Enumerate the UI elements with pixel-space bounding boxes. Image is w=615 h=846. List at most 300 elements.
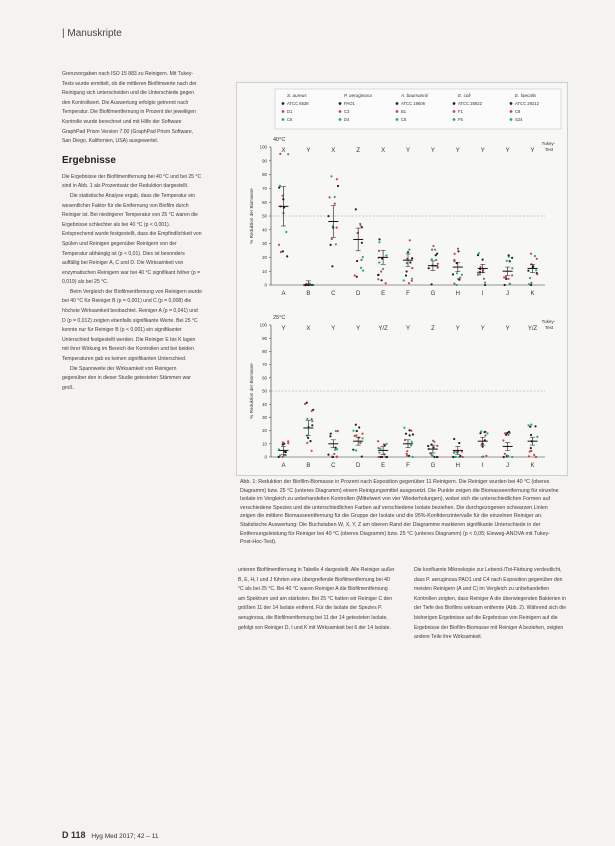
data-point bbox=[385, 282, 387, 284]
data-point bbox=[535, 269, 537, 271]
tukey-letter: X bbox=[331, 148, 336, 154]
legend-marker bbox=[339, 110, 342, 113]
data-point bbox=[462, 456, 464, 458]
data-point bbox=[306, 435, 308, 437]
legend-isolate: C3 bbox=[344, 109, 350, 114]
data-point bbox=[482, 446, 484, 448]
body-paragraph: Grenzvorgaben nach ISO 15 883 zu Reinigern. Mit Tukey-Tests wurde ermittelt, ob die mittleren Biofilmwerte nach der Reinigung sich unterscheiden und die Unterschiede gegen den Kontrollwert. Die Auswertung erfolgte getrennt nach Temperatur. Die Biofilmentfernung in Prozent der jeweiligen Kontrolle wurde berechnet und mit Hilfe der Software GraphPad Prism Version 7.00 (GraphPad Prism Software, San Diego, Kalifornien, USA) ausgewertet. bbox=[62, 71, 197, 145]
data-point bbox=[285, 451, 287, 453]
data-point bbox=[361, 226, 363, 228]
y-tick-label: 40 bbox=[262, 227, 267, 233]
data-point bbox=[355, 424, 357, 426]
x-tick-label: A bbox=[281, 291, 286, 297]
data-point bbox=[278, 244, 280, 246]
legend-isolate: F1 bbox=[458, 109, 463, 114]
y-tick-label: 10 bbox=[262, 441, 267, 447]
y-tick-label: 50 bbox=[262, 213, 267, 219]
legend-species: A. baumannii bbox=[401, 93, 428, 98]
y-tick-label: 70 bbox=[262, 362, 267, 368]
figure-caption: Abb. 1: Reduktion der Biofilm-Biomasse in Prozent nach Exposition gegenüber 11 Reinigern. Die Reiniger wurden bei 40 °C (oberes Diagramm) bzw. 25 °C (unteres Diagramm) einem Reinigungsmittel ausgesetzt. Die Punkte zeigen die Biomasseentfernung für einzelne Isolate im Vergleich zu unbehandelten Kontrollen (Mittelwert von vier Wiederholungen), wobei sich die unterschiedlichen Formen auf verschiedene Spezies und die unterschiedlichen Farben auf verschiedene Isolate beziehen. Die durchgezogenen schwarzen Linien zeigen die mittlere Biomasseentfernung für die Gruppe der Isolate und die 95%-Konfidenzintervalle für die einzelnen Reiniger an. Statistische Auswertung: Die Buchstaben W, X, Y, Z am oberen Rand der Diagramme markieren signifikante Unterschiede in der Entfernungsleistung für Reiniger bei 40 °C (oberes Diagramm) bzw. 25 °C (unteres Diagramm) (p < 0,05; Einweg-ANOVA mit Tukey-Post-Hoc-Test). bbox=[240, 479, 559, 546]
data-point bbox=[431, 283, 433, 285]
data-point bbox=[385, 254, 387, 256]
data-point bbox=[336, 178, 338, 180]
legend-marker bbox=[510, 102, 513, 105]
data-point bbox=[381, 279, 383, 281]
y-tick-label: 30 bbox=[262, 241, 267, 247]
page-number: D 118 bbox=[62, 830, 86, 840]
data-point bbox=[534, 425, 536, 427]
data-point bbox=[530, 424, 532, 426]
data-point bbox=[334, 196, 336, 198]
data-point bbox=[378, 250, 380, 252]
data-point bbox=[434, 249, 436, 251]
data-point bbox=[408, 282, 410, 284]
data-point bbox=[362, 437, 364, 439]
legend-marker bbox=[339, 102, 342, 105]
data-point bbox=[279, 185, 281, 187]
data-point bbox=[334, 203, 336, 205]
data-point bbox=[411, 278, 413, 280]
data-point bbox=[433, 456, 435, 458]
data-point bbox=[484, 434, 486, 436]
legend-marker bbox=[453, 102, 456, 105]
data-point bbox=[386, 443, 388, 445]
legend-marker bbox=[510, 118, 513, 121]
data-point bbox=[360, 259, 362, 261]
data-point bbox=[282, 441, 284, 443]
x-tick-label: K bbox=[530, 463, 535, 469]
data-point bbox=[409, 434, 411, 436]
legend-marker bbox=[396, 102, 399, 105]
data-point bbox=[336, 227, 338, 229]
data-point bbox=[378, 261, 380, 263]
x-tick-label: A bbox=[281, 463, 286, 469]
data-point bbox=[361, 242, 363, 244]
data-point bbox=[458, 279, 460, 281]
data-point bbox=[380, 270, 382, 272]
species-legend bbox=[275, 89, 561, 129]
data-point bbox=[530, 253, 532, 255]
x-tick-label: H bbox=[455, 291, 460, 297]
y-tick-label: 50 bbox=[262, 388, 267, 394]
data-point bbox=[378, 241, 380, 243]
legend-isolate: ATCC 19606 bbox=[401, 101, 425, 106]
data-point bbox=[406, 454, 408, 456]
y-tick-label: 20 bbox=[262, 255, 267, 260]
data-point bbox=[282, 444, 284, 446]
x-tick-label: J bbox=[506, 291, 510, 297]
data-point bbox=[507, 434, 509, 436]
data-point bbox=[403, 279, 405, 281]
data-point bbox=[334, 449, 336, 451]
data-point bbox=[412, 433, 414, 435]
legend-species: P. aeruginosa bbox=[344, 93, 372, 98]
data-point bbox=[359, 223, 361, 225]
legend-isolate: S24 bbox=[515, 117, 523, 122]
data-point bbox=[329, 435, 331, 437]
data-point bbox=[360, 267, 362, 269]
data-point bbox=[335, 430, 337, 432]
data-point bbox=[377, 456, 379, 458]
data-point bbox=[481, 456, 483, 458]
tukey-letter: Y/Z bbox=[378, 326, 388, 332]
data-point bbox=[377, 278, 379, 280]
data-point bbox=[452, 273, 454, 275]
page-footer bbox=[62, 830, 158, 840]
x-tick-label: J bbox=[506, 463, 510, 469]
y-tick-label: 60 bbox=[262, 375, 267, 381]
data-point bbox=[436, 456, 438, 458]
data-point bbox=[307, 437, 309, 439]
data-point bbox=[508, 254, 510, 256]
legend-isolate: B1 bbox=[401, 109, 407, 114]
tukey-word: Tukey- bbox=[541, 141, 556, 146]
tukey-letter: Y bbox=[505, 326, 510, 332]
y-tick-label: 0 bbox=[264, 454, 267, 460]
data-point bbox=[306, 418, 308, 420]
data-point bbox=[504, 453, 506, 455]
data-point bbox=[311, 450, 313, 452]
data-point bbox=[459, 455, 461, 457]
x-tick-label: I bbox=[481, 291, 484, 297]
tukey-word: Test bbox=[544, 325, 554, 330]
data-point bbox=[529, 450, 531, 452]
data-point bbox=[336, 456, 338, 458]
x-tick-label: E bbox=[381, 291, 386, 297]
data-point bbox=[477, 254, 479, 256]
data-point bbox=[407, 251, 409, 253]
x-tick-label: G bbox=[430, 463, 436, 469]
journal-ref: Hyg Med 2017; 42 – 11 bbox=[91, 833, 159, 840]
data-point bbox=[459, 277, 461, 279]
data-point bbox=[309, 283, 311, 285]
data-point bbox=[530, 284, 532, 286]
x-tick-label: F bbox=[406, 291, 410, 297]
data-point bbox=[358, 426, 360, 428]
data-point bbox=[330, 244, 332, 246]
data-point bbox=[359, 442, 361, 444]
data-point bbox=[508, 431, 510, 433]
data-point bbox=[528, 455, 530, 457]
data-point bbox=[484, 282, 486, 284]
data-point bbox=[381, 456, 383, 458]
data-point bbox=[437, 263, 439, 265]
data-point bbox=[355, 449, 357, 451]
legend-species: S. aureus bbox=[287, 93, 307, 98]
data-point bbox=[453, 283, 455, 285]
data-point bbox=[478, 252, 480, 254]
data-point bbox=[511, 456, 513, 458]
tukey-letter: Z bbox=[431, 326, 435, 332]
data-point bbox=[428, 267, 430, 269]
chart-top-panel bbox=[249, 137, 556, 297]
data-point bbox=[330, 175, 332, 177]
y-tick-label: 90 bbox=[262, 335, 267, 341]
figure-chart bbox=[237, 83, 567, 475]
x-tick-label: D bbox=[356, 291, 361, 297]
data-point bbox=[361, 433, 363, 435]
data-point bbox=[457, 248, 459, 250]
y-tick-label: 100 bbox=[259, 322, 267, 328]
section-header: | Manuskripte bbox=[62, 28, 122, 39]
data-point bbox=[280, 251, 282, 253]
x-tick-label: I bbox=[481, 463, 484, 469]
legend-species: E. coli bbox=[458, 93, 471, 98]
data-point bbox=[336, 448, 338, 450]
y-tick-label: 20 bbox=[262, 428, 267, 434]
tukey-letter: Y bbox=[455, 326, 460, 332]
section-title: Ergebnisse bbox=[62, 154, 116, 166]
data-point bbox=[354, 274, 356, 276]
column-right bbox=[414, 566, 570, 643]
top-temp-label: 40°C bbox=[273, 137, 286, 143]
data-point bbox=[377, 447, 379, 449]
data-point bbox=[279, 153, 281, 155]
data-point bbox=[461, 274, 463, 276]
data-point bbox=[479, 266, 481, 268]
data-point bbox=[362, 256, 364, 258]
data-point bbox=[486, 432, 488, 434]
y-tick-label: 10 bbox=[262, 268, 267, 274]
data-point bbox=[304, 403, 306, 405]
legend-isolate: ATCC 25922 bbox=[458, 101, 482, 106]
data-point bbox=[536, 436, 538, 438]
data-point bbox=[431, 258, 433, 260]
legend-marker bbox=[396, 110, 399, 113]
body-paragraph: Die Ergebnisse der Biofilmentfernung bei 40 °C und bei 25 °C sind in Abb. 1 als Prozentsatz der Reduktion dargestellt. bbox=[62, 173, 202, 190]
x-tick-label: E bbox=[381, 463, 386, 469]
data-point bbox=[484, 284, 486, 286]
data-point bbox=[536, 273, 538, 275]
legend-isolate: ATCC 29212 bbox=[515, 101, 539, 106]
y-tick-label: 80 bbox=[262, 172, 267, 178]
data-point bbox=[527, 270, 529, 272]
tukey-letter: Y bbox=[405, 326, 411, 332]
data-point bbox=[409, 261, 411, 263]
data-point bbox=[352, 449, 354, 451]
x-tick-label: H bbox=[455, 463, 460, 469]
data-point bbox=[410, 430, 412, 432]
data-point bbox=[355, 208, 357, 210]
data-point bbox=[311, 424, 313, 426]
x-tick-label: C bbox=[331, 463, 336, 469]
legend-isolate: C5 bbox=[401, 117, 407, 122]
data-point bbox=[427, 445, 429, 447]
legend-marker bbox=[396, 118, 399, 121]
figure bbox=[236, 82, 568, 476]
legend-isolate: C6 bbox=[287, 117, 293, 122]
data-point bbox=[406, 450, 408, 452]
data-point bbox=[479, 271, 481, 273]
data-point bbox=[457, 250, 459, 252]
data-point bbox=[530, 447, 532, 449]
data-point bbox=[384, 444, 386, 446]
legend-marker bbox=[510, 110, 513, 113]
y-tick-label: 90 bbox=[262, 158, 267, 164]
tukey-letter: X bbox=[306, 326, 311, 332]
data-point bbox=[502, 439, 504, 441]
y-tick-label: 30 bbox=[262, 415, 267, 420]
tukey-letter: Y bbox=[480, 148, 485, 154]
data-point bbox=[306, 442, 308, 444]
data-point bbox=[530, 434, 532, 436]
data-point bbox=[511, 274, 513, 276]
y-tick-label: 100 bbox=[259, 144, 267, 150]
data-point bbox=[410, 444, 412, 446]
data-point bbox=[286, 255, 288, 257]
data-point bbox=[454, 456, 456, 458]
data-point bbox=[337, 185, 339, 187]
legend-marker bbox=[453, 118, 456, 121]
y-tick-label: 40 bbox=[262, 401, 267, 407]
data-point bbox=[311, 410, 313, 412]
data-point bbox=[377, 440, 379, 442]
data-point bbox=[535, 456, 537, 458]
data-point bbox=[405, 433, 407, 435]
data-point bbox=[411, 280, 413, 282]
data-point bbox=[484, 431, 486, 433]
legend-marker bbox=[282, 110, 285, 113]
column-middle bbox=[238, 566, 396, 633]
data-point bbox=[330, 433, 332, 435]
tukey-letter: Y bbox=[356, 326, 361, 332]
legend-marker bbox=[453, 110, 456, 113]
y-axis-label: % Reduktion der Biomasse bbox=[249, 188, 254, 244]
tukey-letter: X bbox=[381, 148, 386, 154]
column-left bbox=[62, 70, 202, 393]
data-point bbox=[454, 253, 456, 255]
data-point bbox=[505, 276, 507, 278]
data-point bbox=[505, 278, 507, 280]
data-point bbox=[379, 448, 381, 450]
data-point bbox=[331, 265, 333, 267]
data-point bbox=[528, 424, 530, 426]
data-point bbox=[509, 283, 511, 285]
y-tick-label: 70 bbox=[262, 186, 267, 191]
data-point bbox=[453, 259, 455, 261]
data-point bbox=[453, 438, 455, 440]
data-point bbox=[511, 267, 513, 269]
data-point bbox=[507, 278, 509, 280]
data-point bbox=[435, 259, 437, 261]
data-point bbox=[406, 262, 408, 264]
data-point bbox=[528, 283, 530, 285]
legend-marker bbox=[282, 102, 285, 105]
data-point bbox=[405, 274, 407, 276]
data-point bbox=[483, 278, 485, 280]
data-point bbox=[511, 257, 513, 259]
data-point bbox=[356, 260, 358, 262]
body-paragraph: unteren Biofilmentfernung in Tabelle 4 dargestellt. Alle Reiniger außer B, E, H, I und J führten eine übergreifende Biofilmentfernung bei 40 °C als bei 25 °C. Bei 40 °C waren Reiniger A die Biofilmentfernung am Spektrum und am stärksten. Bei 25 °C hatten wir Reiniger C den größten 11 der 14 Isolate entfernt. Für die Isolate der Spezies P. aeruginosa, die Biofilmentfernung bei 11 der 14 getesteten Isolate, gefolgt von Reiniger D, I und K mit Wirksamkeit bei 6 der 14 Isolate. bbox=[238, 567, 395, 631]
body-paragraph: Die Spannweite der Wirksamkeit von Reinigern gegenüber den in dieser Studie getesteten Stämmen war groß. bbox=[62, 365, 191, 391]
data-point bbox=[435, 254, 437, 256]
legend-isolate: ATCC 6538 bbox=[287, 101, 309, 106]
data-point bbox=[287, 442, 289, 444]
body-paragraph: Die statistische Analyse ergab, dass die Temperatur ein wesentlicher Faktor für die Entfernung von Biofilm durch Reiniger ist. Bei niedrigerer Temperatur von 25 °C waren die Ergebnisse schlechter als bei 40 °C (p < 0,001). Entsprechend wurde festgestellt, dass die Empfindlichkeit von Spülen und Reinigen gegenüber Reinigern von der Temperatur abhängig ist (p < 0,01). Dies ist besonders auffällig bei Reiniger A, C und D. Die Wirksamkeit von enzymatischen Reinigern war bei 40 °C signifikant höher (p = 0,019) als bei 25 °C. bbox=[62, 192, 202, 286]
data-point bbox=[331, 238, 333, 240]
legend-marker bbox=[339, 118, 342, 121]
data-point bbox=[411, 257, 413, 259]
tukey-letter: Y bbox=[430, 148, 435, 154]
data-point bbox=[361, 456, 363, 458]
tukey-letter: Y bbox=[480, 326, 485, 332]
data-point bbox=[507, 455, 509, 457]
tukey-letter: Y bbox=[281, 326, 286, 332]
data-point bbox=[285, 231, 287, 233]
data-point bbox=[282, 250, 284, 252]
tukey-letter: Y bbox=[505, 148, 510, 154]
x-tick-label: B bbox=[306, 291, 311, 297]
data-point bbox=[403, 427, 405, 429]
data-point bbox=[503, 456, 505, 458]
data-point bbox=[477, 272, 479, 274]
y-axis-label: % Reduktion der Biomasse bbox=[249, 363, 254, 419]
data-point bbox=[536, 258, 538, 260]
data-point bbox=[431, 249, 433, 251]
data-point bbox=[412, 456, 414, 458]
data-point bbox=[352, 430, 354, 432]
data-point bbox=[485, 455, 487, 457]
data-point bbox=[408, 429, 410, 431]
tukey-letter: Y bbox=[530, 148, 535, 154]
tukey-letter: Y bbox=[306, 148, 311, 154]
data-point bbox=[327, 454, 329, 456]
data-point bbox=[533, 454, 535, 456]
tukey-letter: X bbox=[281, 148, 286, 154]
chart-bottom-panel bbox=[249, 315, 556, 469]
data-point bbox=[378, 238, 380, 240]
bottom-tukey-label bbox=[542, 319, 557, 330]
data-point bbox=[406, 270, 408, 272]
data-point bbox=[432, 245, 434, 247]
x-tick-label: D bbox=[356, 463, 361, 469]
data-point bbox=[337, 430, 339, 432]
data-point bbox=[477, 274, 479, 276]
data-point bbox=[386, 456, 388, 458]
data-point bbox=[530, 282, 532, 284]
x-tick-label: K bbox=[530, 291, 535, 297]
data-point bbox=[509, 260, 511, 262]
tukey-letter: Y/Z bbox=[527, 326, 538, 332]
data-point bbox=[504, 284, 506, 286]
legend-isolate: C8 bbox=[515, 109, 521, 114]
data-point bbox=[479, 273, 481, 275]
data-point bbox=[409, 239, 411, 241]
data-point bbox=[335, 243, 337, 245]
data-point bbox=[311, 418, 313, 420]
y-tick-label: 0 bbox=[264, 282, 267, 288]
data-point bbox=[355, 434, 357, 436]
tukey-word: Test bbox=[544, 147, 554, 152]
tukey-letter: Y bbox=[455, 148, 460, 154]
x-tick-label: F bbox=[406, 463, 410, 469]
top-tukey-label bbox=[542, 141, 557, 152]
data-point bbox=[458, 442, 460, 444]
tukey-letter: Z bbox=[356, 148, 361, 154]
data-point bbox=[437, 266, 439, 268]
data-point bbox=[456, 284, 458, 286]
data-point bbox=[382, 268, 384, 270]
legend-isolate: D4 bbox=[344, 117, 350, 122]
data-point bbox=[432, 440, 434, 442]
y-tick-label: 60 bbox=[262, 199, 267, 205]
bottom-temp-label: 25°C bbox=[273, 315, 286, 321]
legend-marker bbox=[282, 118, 285, 121]
data-point bbox=[356, 430, 358, 432]
data-point bbox=[287, 153, 289, 155]
data-point bbox=[479, 432, 481, 434]
body-paragraph: Beim Vergleich der Biofilmentfernung von Reinigern wurde bei 40 °C für Reiniger B (p = 0,001) und C (p = 0,008) die höchste Wirksamkeit beobachtet. Reiniger A (p = 0,041) und D (p = 0,012) zeigten ebenfalls signifikante Werte. Bei 25 °C konnte nur für Reiniger B (p < 0,001) ein signifikanter Unterschied festgestellt werden. Die Reiniger E bis K lagen mit ihrer Wirkung im Bereich der Kontrollen und bei beiden Temperaturen gab es keinen signifikanten Unterschied. bbox=[62, 288, 202, 363]
